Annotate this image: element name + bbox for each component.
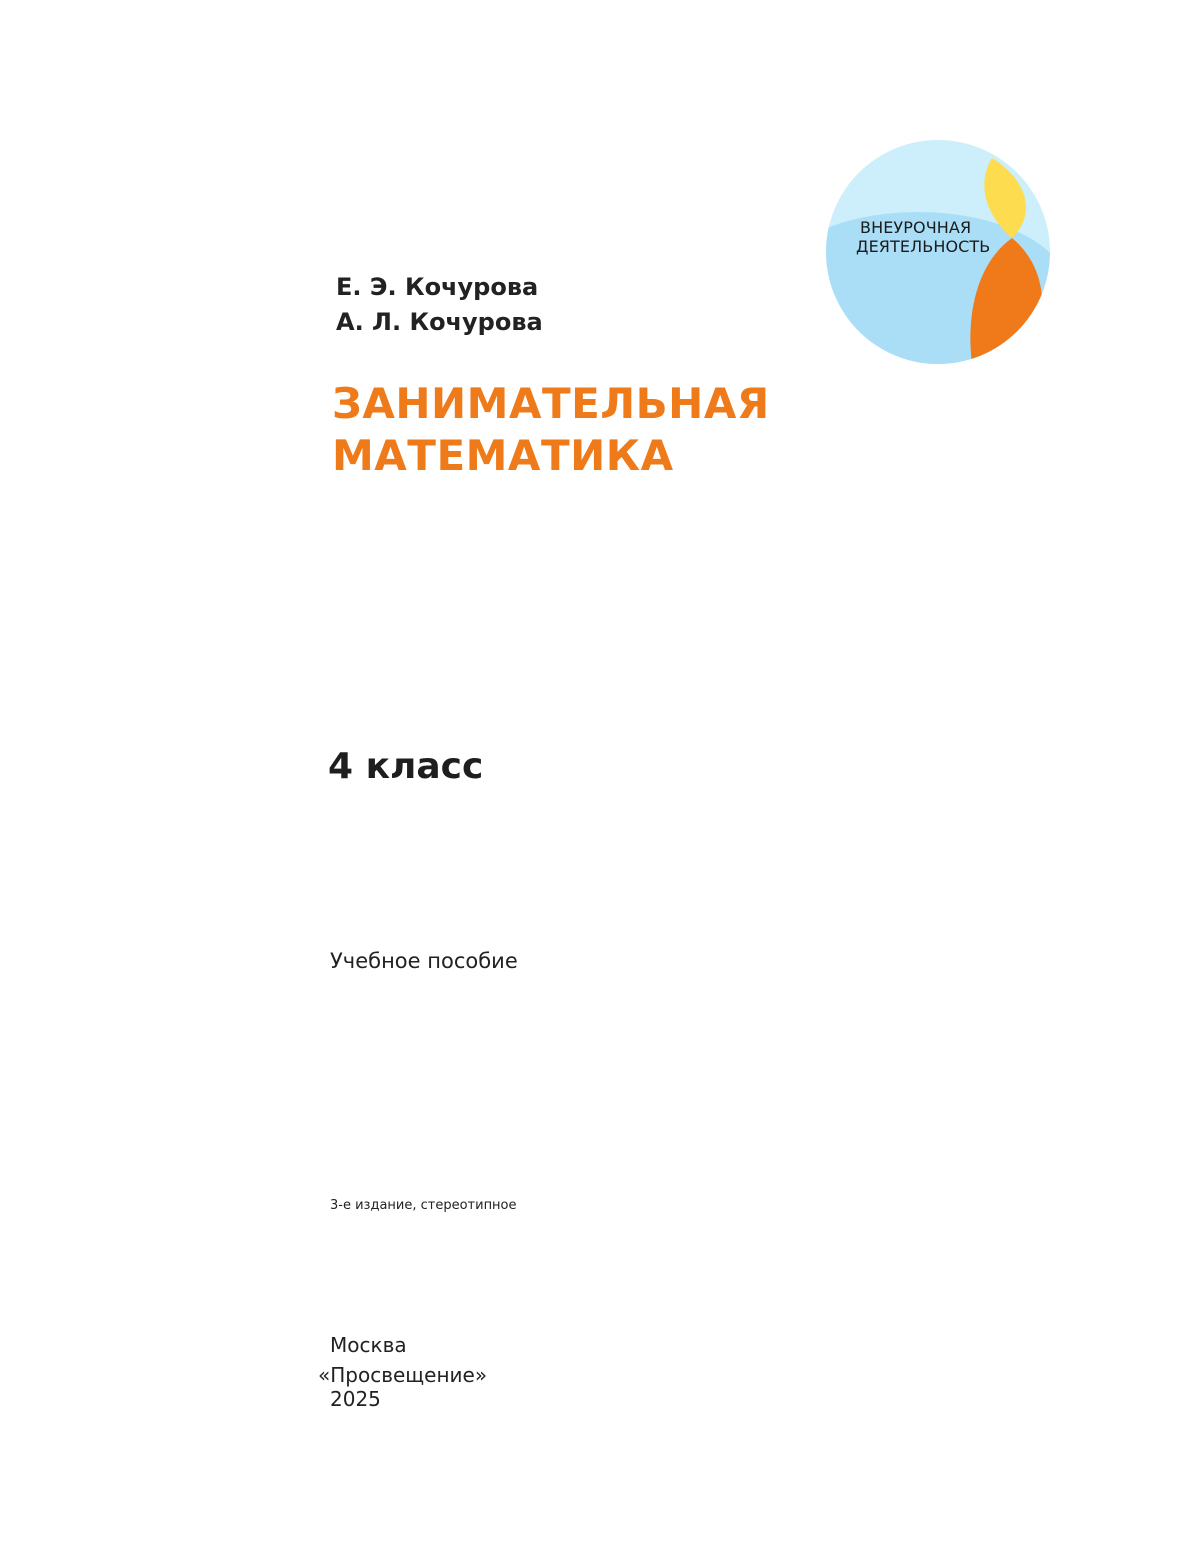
imprint-publisher: «Просвещение» — [318, 1363, 488, 1387]
book-title — [332, 378, 770, 482]
book-title-line1: ЗАНИМАТЕЛЬНАЯ — [332, 379, 770, 428]
badge-label-line2: ДЕЯТЕЛЬНОСТЬ — [856, 237, 991, 256]
badge-label-line1: ВНЕУРОЧНАЯ — [860, 218, 972, 237]
grade-label: 4 класс — [328, 746, 484, 787]
imprint-block — [318, 1332, 487, 1413]
publication-kind: Учебное пособие — [330, 949, 518, 973]
authors-block — [336, 270, 543, 340]
author-1: Е. Э. Кочурова — [336, 273, 539, 301]
imprint-year: 2025 — [330, 1387, 381, 1411]
imprint-city: Москва — [330, 1333, 407, 1357]
book-title-line2: МАТЕМАТИКА — [332, 431, 674, 480]
extracurricular-badge — [826, 140, 1050, 364]
author-2: А. Л. Кочурова — [336, 308, 543, 336]
edition-note: 3-е издание, стереотипное — [330, 1198, 517, 1213]
